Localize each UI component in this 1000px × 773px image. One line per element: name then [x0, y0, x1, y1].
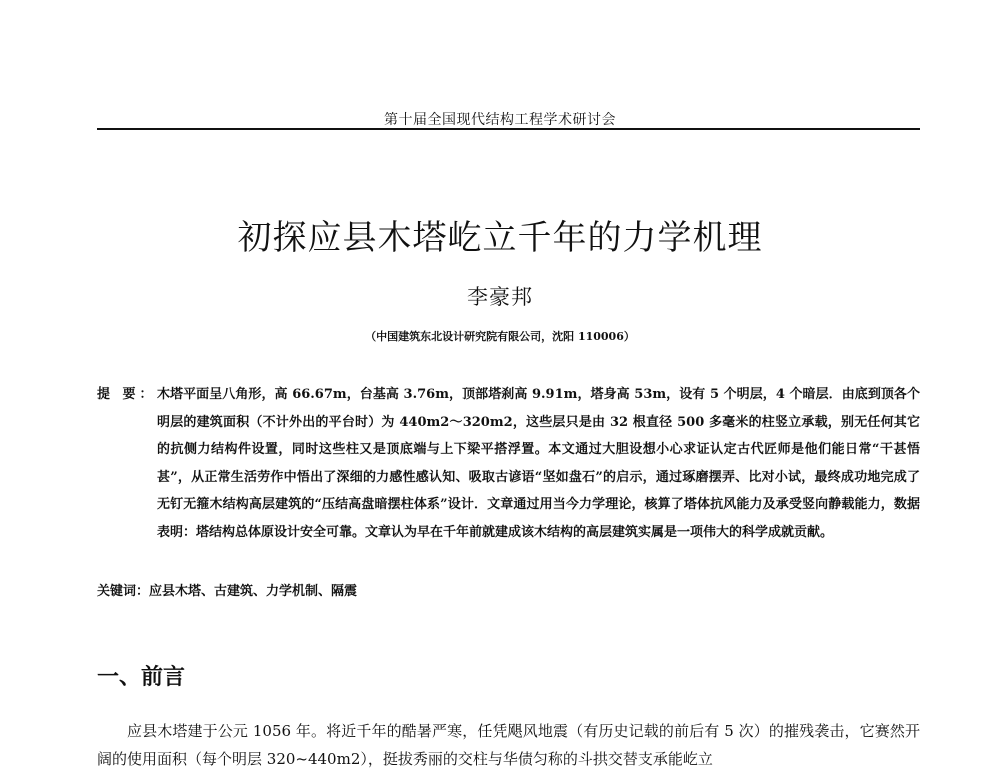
keywords: 关键词：应县木塔、古建筑、力学机制、隔震 — [97, 584, 358, 599]
running-header: 第十届全国现代结构工程学术研讨会 — [384, 112, 616, 128]
author-affiliation: （中国建筑东北设计研究院有限公司，沈阳 110006） — [365, 330, 635, 343]
body-paragraph: 应县木塔建于公元 1056 年。将近千年的酷暑严寒，任凭飓风地震（有历史记载的前后有 5 次）的摧残袭击，它赛然开阔的使用面积（每个明层 320~440m2），挺拔秀丽的交柱与华债匀称的斗拱交替支承能屹立 — [97, 722, 920, 768]
abstract-label: 提 要： — [97, 387, 157, 402]
abstract — [97, 381, 920, 546]
author-name: 李豪邦 — [467, 285, 533, 309]
header-rule — [97, 128, 920, 130]
paper-title: 初探应县木塔屹立千年的力学机理 — [237, 217, 763, 258]
section-heading: 一、前言 — [97, 665, 186, 690]
abstract-text: 木塔平面呈八角形，高 66.67m，台基高 3.76m，顶部塔刹高 9.91m，塔身高 53m，设有 5 个明层，4 个暗层．由底到顶各个明层的建筑面积（不计外出的平台时）为 440m2～320m2，这些层只是由 32 根直径 500 多毫米的柱竖立承载，别无任何其它的抗侧力结构件设置，同时这些柱又是顶底端与上下梁平搭浮置。本文通过大胆设想小心求证认定古代匠师是他们能日常“干甚悟甚”，从正常生活劳作中悟出了深细的力感性感认知、吸取古谚语“坚如盘石”的启示，通过琢磨摆弄、比对小试，最终成功地完成了无钉无箍木结构高层建筑的“压结高盘暗摆柱体系”设计．文章通过用当今力学理论，核算了塔体抗风能力及承受竖向静载能力，数据表明：塔结构总体原设计安全可靠。文章认为早在千年前就建成该木结构的高层建筑实属是一项伟大的科学成就贡献。 — [157, 387, 920, 540]
